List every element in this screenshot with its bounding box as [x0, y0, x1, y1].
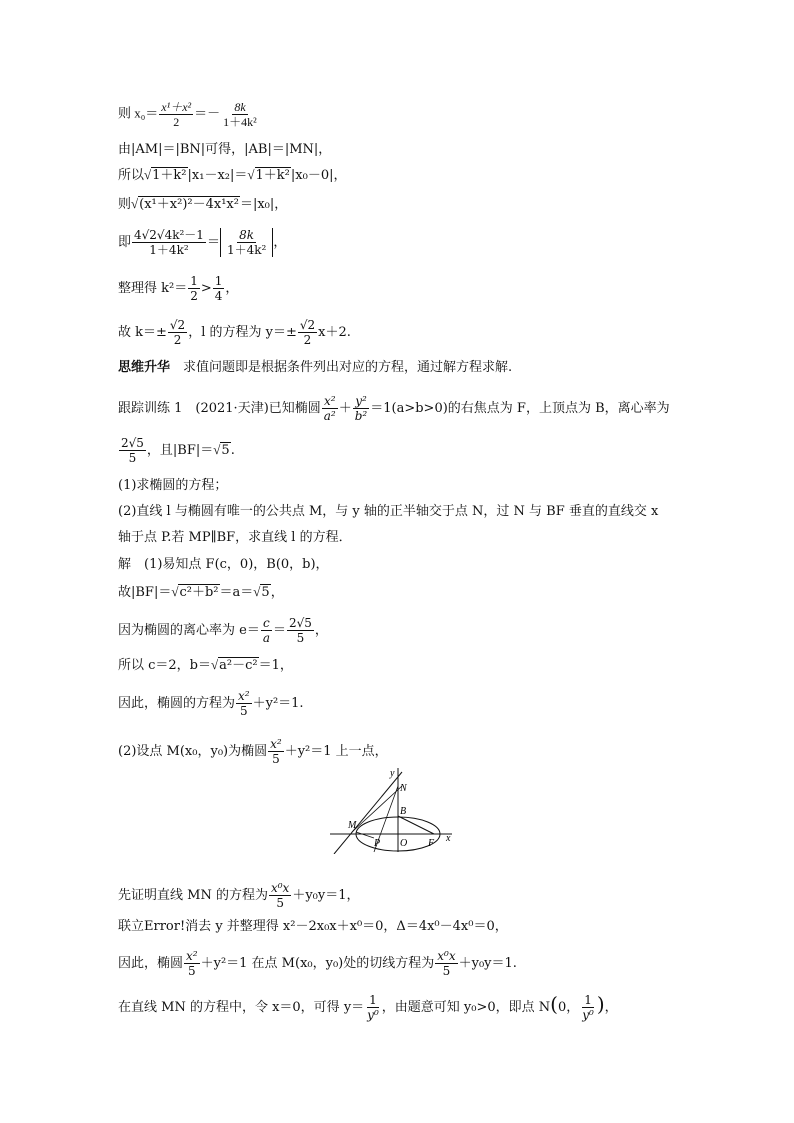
- text: ＝a＝: [219, 585, 254, 600]
- numerator: √2: [169, 318, 186, 332]
- text: |x₀－0|，: [290, 168, 347, 183]
- denominator: 4: [214, 289, 223, 303]
- denominator: 5: [276, 896, 284, 910]
- numerator: x²: [186, 949, 198, 963]
- numerator: 2√5: [289, 616, 312, 630]
- text-line: (2)直线 l 与椭圆有唯一的公共点 M，与 y 轴的正半轴交于点 N，过 N 与 BF 垂直的直线交 x: [118, 504, 659, 519]
- text: 先证明直线 MN 的方程为: [118, 888, 268, 903]
- denominator: 5: [187, 964, 196, 978]
- fraction: [298, 318, 317, 347]
- denominator: 2: [173, 115, 180, 129]
- fraction: [268, 737, 284, 766]
- fraction: [221, 100, 259, 129]
- text: 整理得 k²＝: [118, 281, 188, 296]
- text: ＝－: [194, 105, 221, 121]
- text: 则 x₀＝: [118, 105, 159, 121]
- fraction: [168, 318, 187, 347]
- radicand: (x¹＋x²)²－4x¹x²: [139, 197, 239, 212]
- radicand: 1＋k²: [152, 168, 187, 183]
- text: ＋y²＝1 在点 M(x₀，y₀)处的切线方程为: [200, 956, 435, 971]
- text: >: [200, 281, 212, 296]
- denominator: 5: [442, 964, 451, 978]
- text-line: 联立Error!消去 y 并整理得 x²－2x₀x＋x⁰＝0，Δ＝4x⁰－4x⁰＝0，: [118, 919, 508, 934]
- text-line: 因为椭圆的离心率为 e＝ $\frac{c}{a}$ ＝ $\frac{2√5}{5}$ ，: [118, 616, 328, 645]
- numerator: 8k: [234, 100, 246, 114]
- text-line: [118, 881, 359, 910]
- text-line: 即 $\frac{\text{4√2√4k²－1}}{\text{1＋4k²}}$ ＝ $\frac{8k}{\text{1＋4k²}}$ ，: [118, 228, 287, 257]
- numerator: x¹＋x²: [161, 100, 192, 114]
- text: ，: [314, 623, 328, 638]
- radicand: 5: [221, 443, 230, 458]
- text-line: [118, 689, 304, 718]
- text: 故|BF|＝: [118, 585, 172, 600]
- label-B: B: [400, 806, 407, 817]
- numerator: c: [263, 616, 270, 630]
- text: ，l 的方程为 y＝±: [188, 325, 297, 340]
- denominator: 2: [190, 289, 198, 303]
- label-M: M: [348, 820, 357, 831]
- fraction: [119, 436, 146, 465]
- numerator: √2: [299, 318, 316, 332]
- fraction: [261, 616, 272, 645]
- label-P: P: [374, 838, 381, 849]
- text-line: [118, 274, 238, 303]
- text-line: 所以√1＋k²|x₁－x₂|＝√1＋k²|x₀－0|，: [118, 167, 347, 183]
- fraction: [269, 881, 291, 910]
- fraction: [236, 689, 252, 718]
- denominator: y⁰: [367, 1008, 379, 1022]
- line-l: [334, 772, 402, 854]
- text: 因为椭圆的离心率为 e＝: [118, 623, 260, 638]
- text-line: 轴于点 P.若 MP∥BF，求直线 l 的方程．: [118, 530, 352, 545]
- text-line: [118, 318, 351, 347]
- text: ，由题意可知 y₀>0，即点 N: [381, 1000, 551, 1015]
- fraction: [435, 949, 457, 978]
- numerator: 1: [584, 993, 592, 1007]
- fraction: [188, 274, 200, 303]
- text-line: 则√(x¹＋x²)²－4x¹x²＝|x₀|，: [118, 196, 288, 212]
- denominator: 1＋4k²: [226, 243, 267, 257]
- text-line: 解 (1)易知点 F(c，0)，B(0，b)，: [118, 557, 329, 572]
- text-line: [118, 949, 517, 978]
- denominator: 2: [303, 333, 312, 347]
- text: ＝1，: [258, 658, 293, 673]
- numerator: x²: [323, 394, 336, 408]
- text: 即: [118, 235, 132, 250]
- solution-line-x0: [118, 100, 260, 129]
- text-line: 由|AM|＝|BN|可得，|AB|＝|MN|，: [118, 142, 332, 157]
- text: 在直线 MN 的方程中，令 x＝0，可得 y＝: [118, 1000, 365, 1015]
- text: |x₁－x₂|＝: [187, 168, 248, 183]
- text-line: $\frac{2√5}{5}$ ，且|BF|＝√5.: [121, 436, 235, 465]
- numerator: 1: [214, 274, 223, 288]
- label-O: O: [400, 838, 408, 849]
- fraction: [287, 616, 314, 645]
- text: 故 k＝±: [118, 325, 167, 340]
- text: ，: [604, 1000, 618, 1015]
- numerator: 1: [190, 274, 198, 288]
- fraction: [184, 949, 200, 978]
- label-y: y: [390, 768, 395, 779]
- text: 求值问题即是根据条件列出对应的方程，通过解方程求解.: [170, 360, 513, 375]
- text: ，: [225, 281, 239, 296]
- radicand: c²＋b²: [179, 585, 219, 600]
- segment-mb: [352, 786, 402, 832]
- fraction: [159, 100, 193, 129]
- numerator: x²: [270, 737, 282, 751]
- radicand: 1＋k²: [255, 168, 290, 183]
- denominator: 5: [239, 704, 248, 718]
- text: 所以: [118, 168, 145, 183]
- text-line: 故|BF|＝√c²＋b²＝a＝√5，: [118, 584, 284, 600]
- text: ，且|BF|＝: [146, 443, 214, 458]
- text: ＋y²＝1 上一点，: [284, 744, 388, 759]
- text: 所以 c＝2，b＝: [118, 658, 212, 673]
- fraction: [580, 993, 596, 1022]
- numerator: 8k: [239, 228, 255, 242]
- numerator: 2√5: [121, 436, 144, 450]
- text: 因此，椭圆的方程为: [118, 696, 236, 711]
- text-line: 跟踪训练 1 (2021·天津)已知椭圆 $\frac{\text{x²}}{\text{a²}}$ ＋ $\frac{\text{y²}}{\text{b²}}$ ＝1(a>b>0)的右焦点为 F，上顶点为 B，离心率为: [118, 394, 670, 423]
- fraction: [213, 274, 225, 303]
- denominator: a²: [323, 409, 336, 423]
- denominator: 2: [173, 333, 182, 347]
- text: (2)设点 M(x₀，y₀)为椭圆: [118, 744, 268, 759]
- text: ＝1(a>b>0)的右焦点为 F，上顶点为 B，离心率为: [370, 401, 670, 416]
- text: 则: [118, 197, 132, 212]
- text: ，: [273, 235, 287, 250]
- denominator: a: [262, 631, 270, 645]
- fraction: [322, 394, 338, 423]
- text-line: 在直线 MN 的方程中，令 x＝0，可得 y＝ $\frac{1}{\text{y⁰}}$ ，由题意可知 y₀>0，即点 N(0， $\frac{1}{\text{y⁰}}$ )，: [118, 992, 618, 1022]
- radicand: 5: [261, 585, 270, 600]
- label-N: N: [400, 783, 407, 794]
- fraction: [353, 394, 370, 423]
- radicand: a²－c²: [219, 658, 258, 673]
- denominator: 5: [272, 752, 280, 766]
- numerator: x⁰x: [270, 881, 290, 895]
- text: ＋y₀y＝1，: [292, 888, 360, 903]
- denominator: y⁰: [582, 1008, 594, 1022]
- label-x: x: [446, 833, 451, 844]
- text: x＋2.: [318, 325, 351, 340]
- fraction: [365, 993, 381, 1022]
- numerator: x⁰x: [437, 949, 456, 963]
- denominator: 1＋4k²: [149, 243, 189, 257]
- text-line: [118, 359, 512, 377]
- text: ＋y²＝1.: [252, 696, 304, 711]
- denominator: 1＋4k²: [223, 115, 257, 129]
- denominator: 5: [128, 451, 137, 465]
- text-line: 所以 c＝2，b＝√a²－c²＝1，: [118, 657, 293, 673]
- fraction: [225, 228, 268, 257]
- text-line: (1)求椭圆的方程；: [118, 478, 228, 493]
- fraction: [132, 228, 206, 257]
- text-line: [118, 737, 388, 766]
- text: 因此，椭圆: [118, 956, 184, 971]
- section-label: 思维升华: [118, 360, 171, 375]
- denominator: b²: [354, 409, 368, 423]
- ellipse-diagram: [330, 764, 460, 854]
- numerator: x²: [238, 689, 250, 703]
- denominator: 5: [296, 631, 305, 645]
- text: 跟踪训练 1 (2021·天津)已知椭圆: [118, 401, 321, 416]
- text: ＝|x₀|，: [239, 197, 288, 212]
- absolute-value: [220, 228, 273, 257]
- text: ＋y₀y＝1.: [458, 956, 517, 971]
- numerator: y²: [355, 394, 367, 408]
- numerator: 1: [369, 993, 377, 1007]
- text: 0，: [557, 1000, 580, 1015]
- label-F: F: [428, 838, 435, 849]
- segment-mp: [356, 832, 374, 838]
- numerator: 4√2√4k²－1: [134, 228, 204, 242]
